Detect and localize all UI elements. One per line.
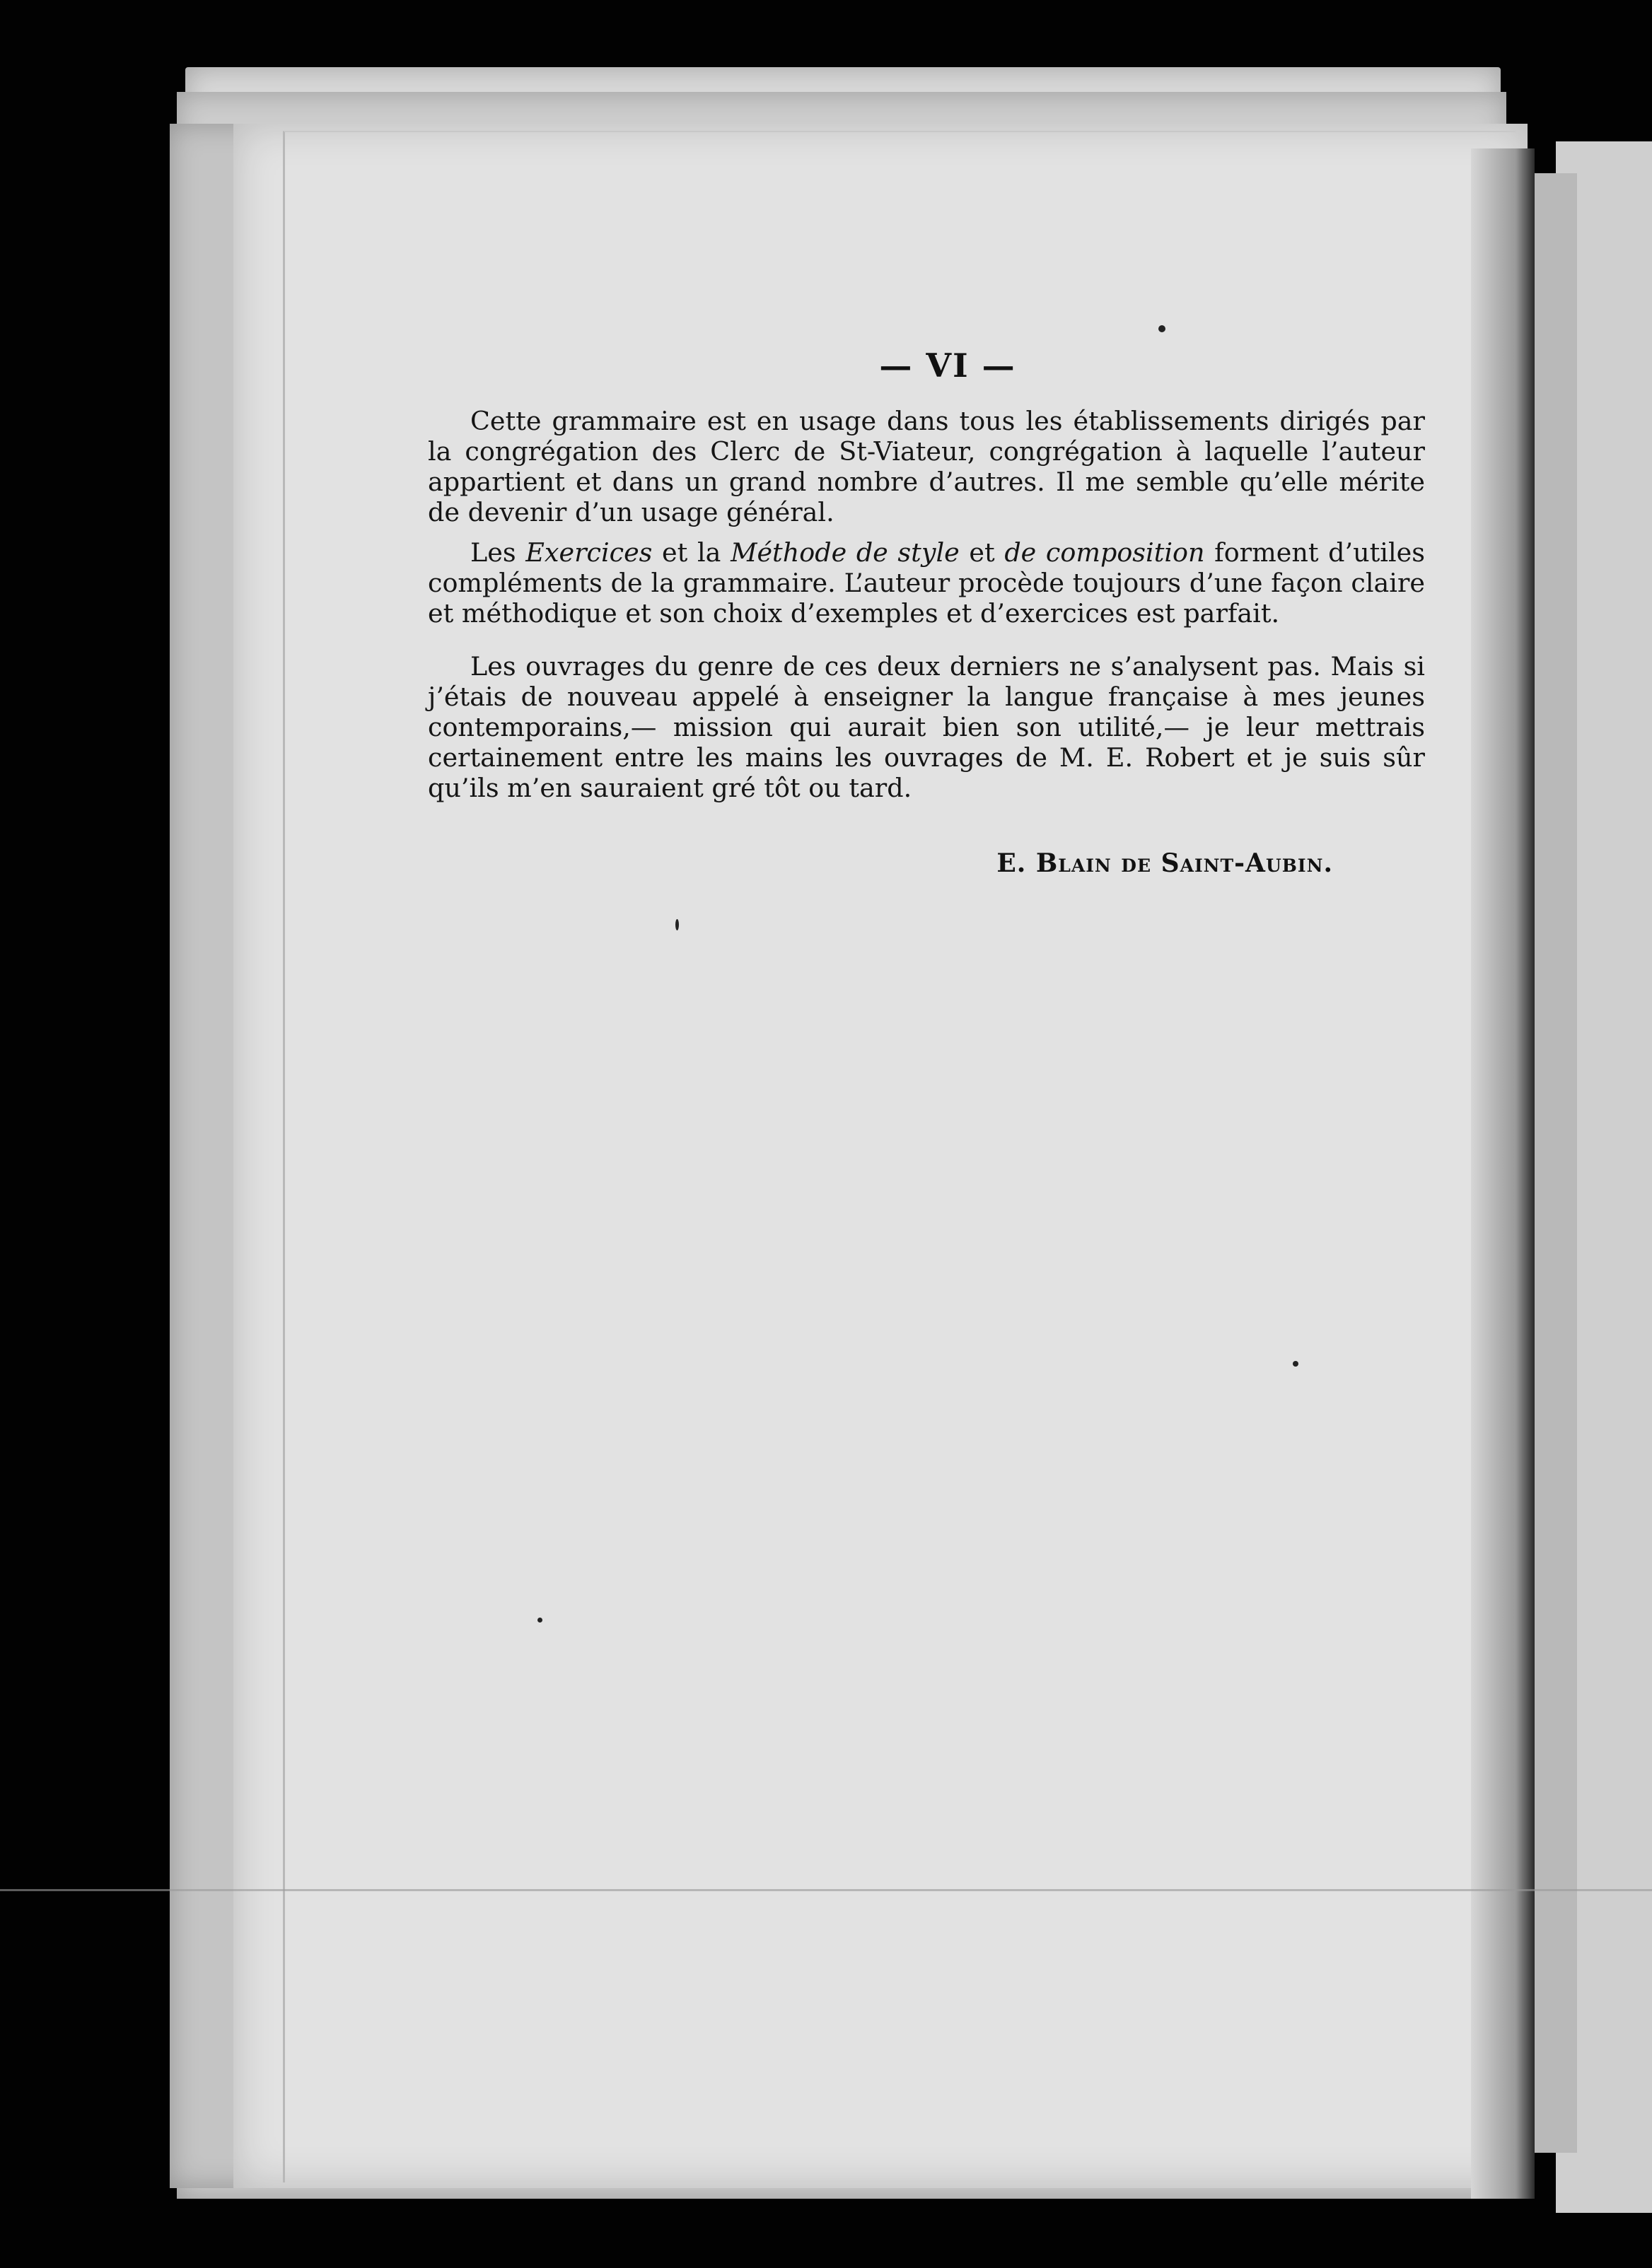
signature: E. Blain de Saint-Aubin.: [996, 848, 1333, 878]
scan-artifact-line: [0, 1889, 1652, 1891]
ink-speck: [1293, 1361, 1298, 1367]
paragraph-2-segment: Les: [470, 537, 526, 568]
paragraph-2-segment-italic: Exercices: [525, 537, 653, 568]
paragraph-3: Les ouvrages du genre de ces deux derniers ne s’analysent pas. Mais si j’étais de nouveau appelé à enseigner la langue française à mes jeunes contemporains,— mission qui aurait bien son utilité,— je leur mettrais certainement entre les mains les ouvrages de M. E. Robert et je suis sûr qu’ils m’en sauraient gré tôt ou tard.: [428, 651, 1425, 803]
paragraph-2-segment: et: [959, 537, 1005, 568]
paragraph-2: [428, 537, 1425, 629]
ink-speck: [1158, 325, 1165, 332]
paragraph-2-segment: forment d’utiles compléments de la grammaire. L’auteur procède toujours d’une façon claire et méthodique et son choix d’exemples et d’exercices est parfait.: [428, 537, 1425, 629]
paragraph-2-segment-italic: Méthode de style: [731, 537, 960, 568]
facing-page-shadow: [1528, 173, 1577, 2153]
paragraph-1: Cette grammaire est en usage dans tous les établissements dirigés par la congrégation des Clerc de St-Viateur, congrégation à laquelle l’auteur appartient et dans un grand nombre d’autres. Il me semble qu’elle mérite de devenir d’un usage général.: [428, 406, 1425, 527]
paragraph-2-segment-italic: de composition: [1004, 537, 1205, 568]
paragraph-2-segment: et la: [652, 537, 731, 568]
page-number: — VI —: [879, 346, 1016, 385]
ink-speck: [537, 1618, 542, 1623]
ink-speck: [675, 919, 679, 930]
page-content: [428, 346, 1425, 878]
